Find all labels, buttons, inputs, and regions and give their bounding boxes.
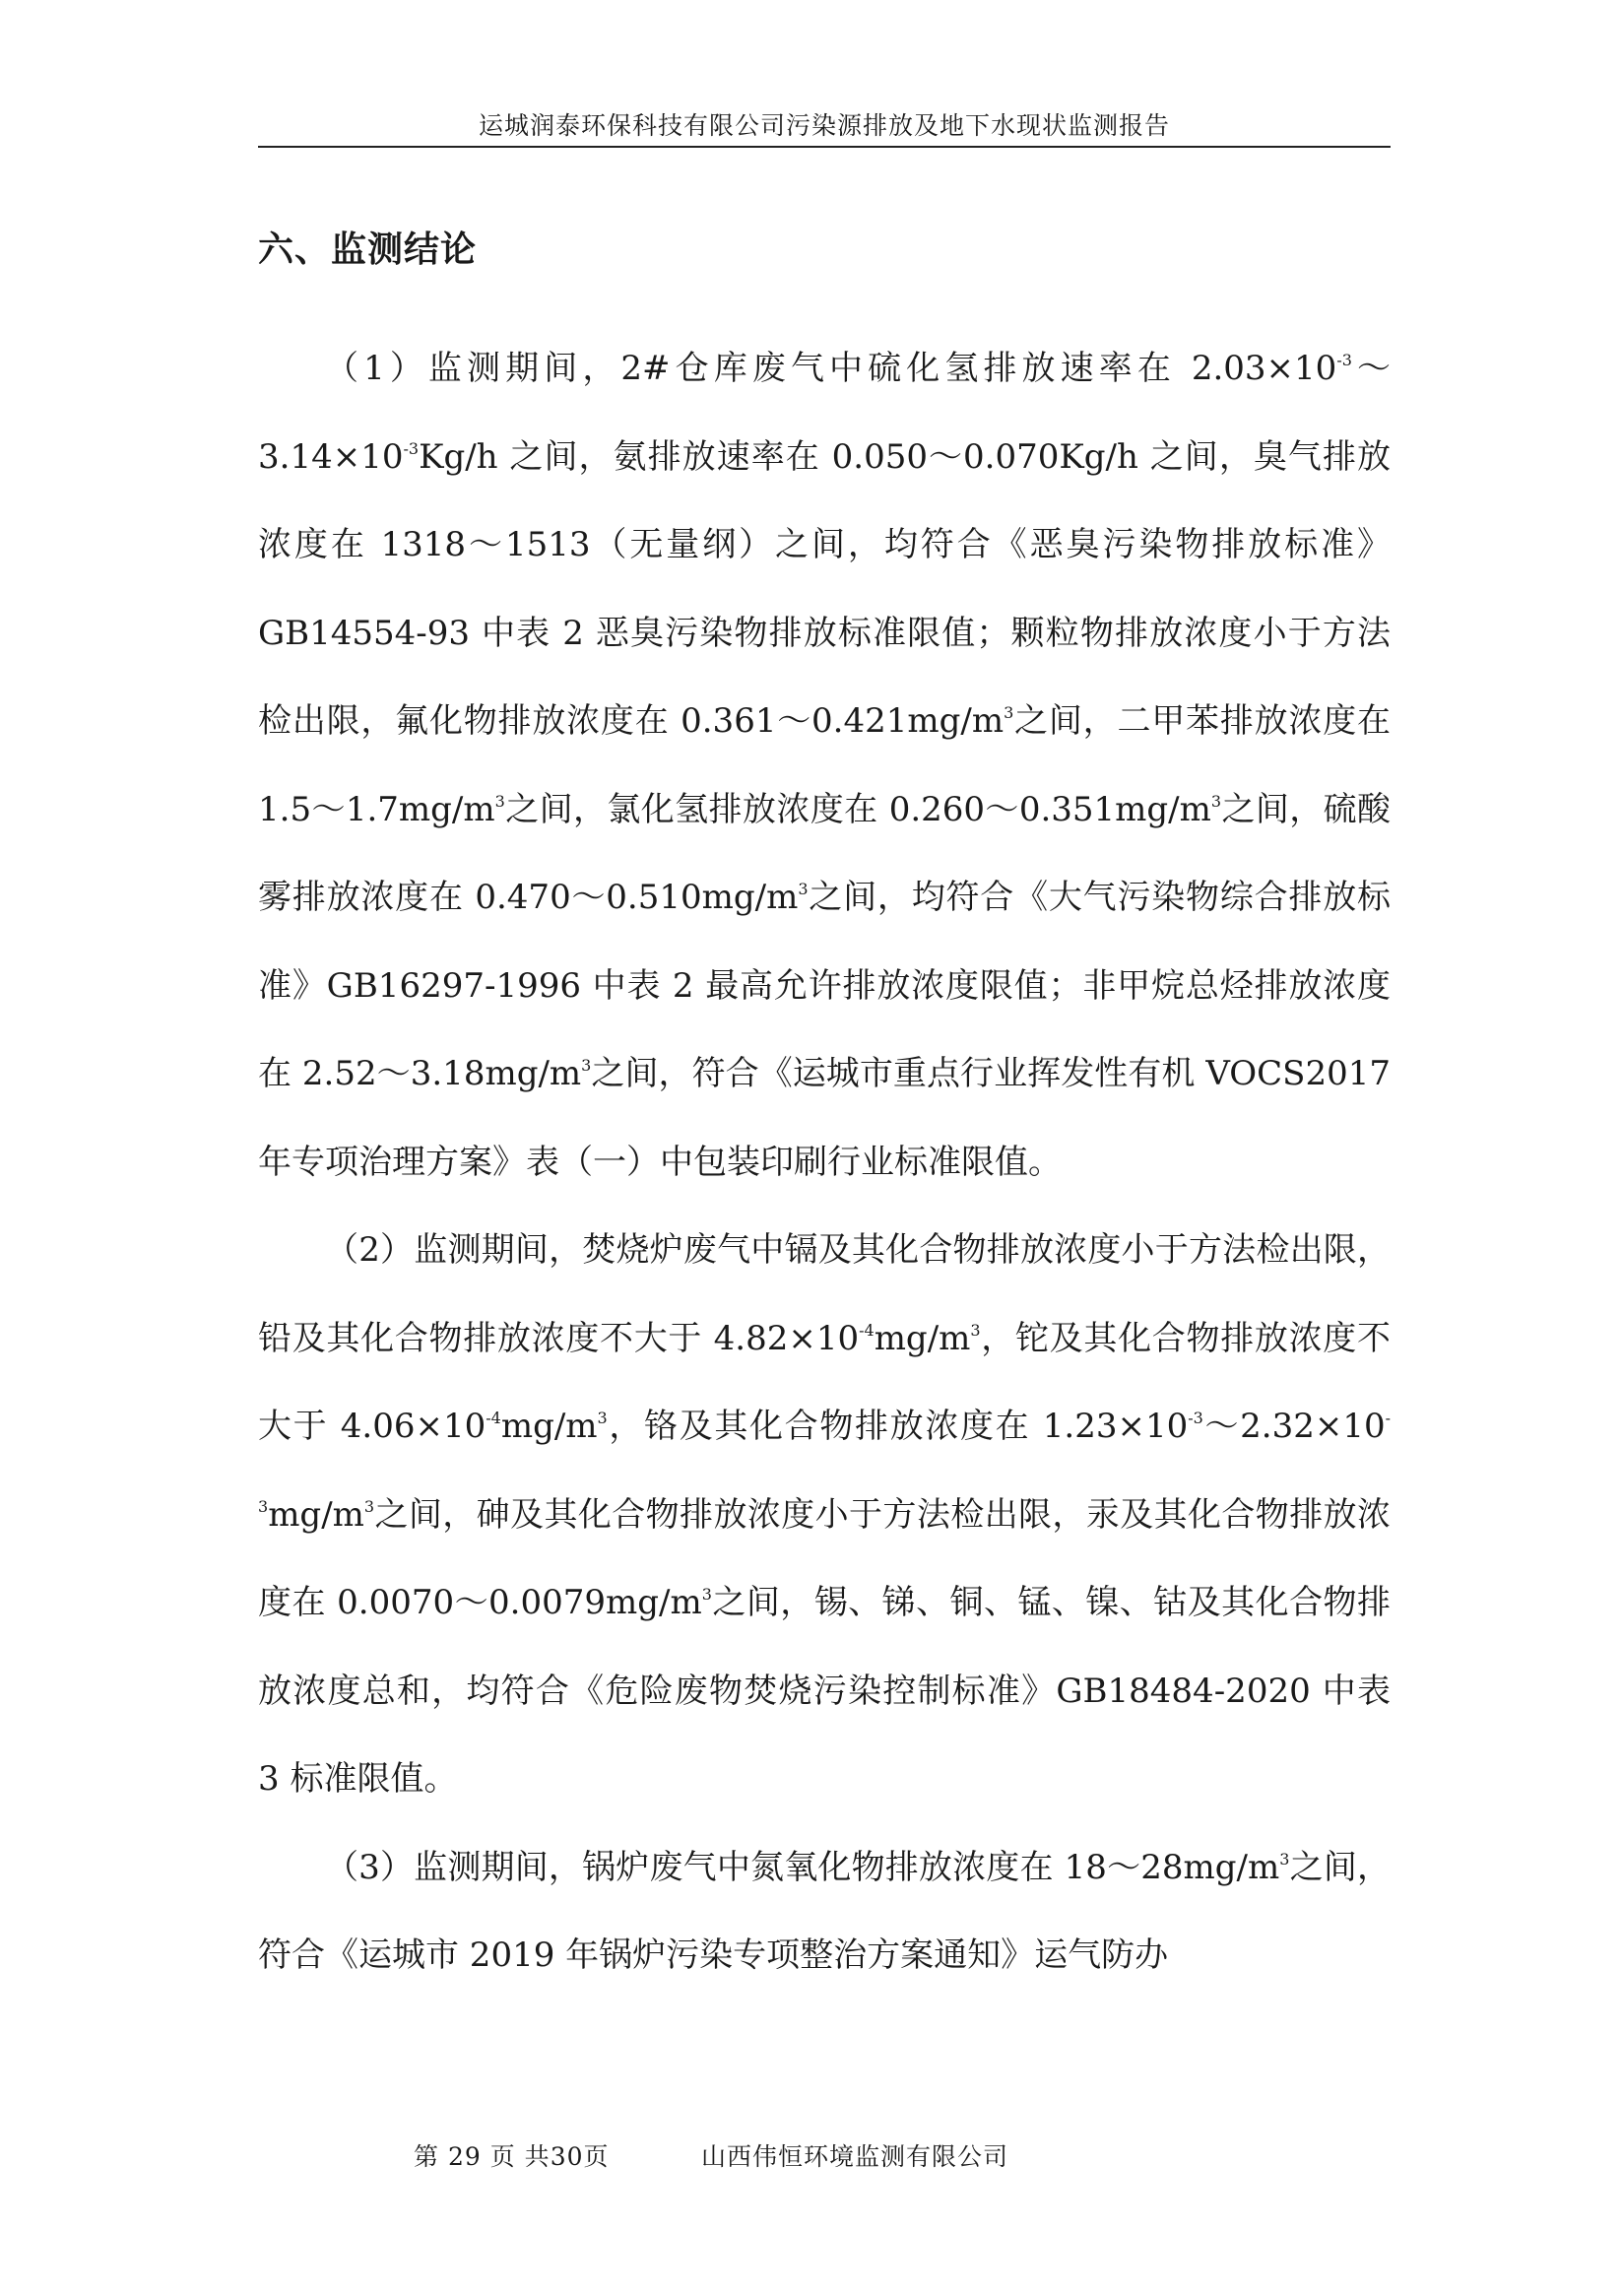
report-header-title: 运城润泰环保科技有限公司污染源排放及地下水现状监测报告	[478, 111, 1170, 140]
footer-company-name: 山西伟恒环境监测有限公司	[701, 2142, 1009, 2171]
conclusion-paragraph-1: （1）监测期间，2#仓库废气中硫化氢排放速率在 $2.03\times 10^{-3}\sim 3.14\times 10^{-3}Kg/h$ 之间，氨排放速率在 0.050～0.070Kg/h 之间，臭气排放浓度在 1318～1513（无量纲）之间，均符合《恶臭污染物排放标准》GB14554-93 中表 2 恶臭污染物排放标准限值；颗粒物排放浓度小于方法检出限，氟化物排放浓度在 $0.361\sim 0.421mg/m^3$之间，二甲苯排放浓度在 $1.5\sim 1.7mg/m^3$之间，氯化氢排放浓度在 $0.260\sim 0.351mg/m^3$之间，硫酸雾排放浓度在 $0.470\sim 0.510mg/m^3$之间，均符合《大气污染物综合排放标准》GB16297-1996 中表 2 最高允许排放浓度限值；非甲烷总烃排放浓度在 $2.52\sim 3.18mg/m^3$之间，符合《运城市重点行业挥发性有机 VOCS2017 年专项治理方案》表（一）中包装印刷行业标准限值。	[258, 349, 1392, 1182]
header-divider	[258, 146, 1391, 148]
conclusion-paragraph-2: （2）监测期间，焚烧炉废气中镉及其化合物排放浓度小于方法检出限，铅及其化合物排放浓度不大于 $4.82\times 10^{-4}mg/m^3$，铊及其化合物排放浓度不大于 $4.06\times 10^{-4}mg/m^3$，铬及其化合物排放浓度在 $1.23\times 10^{-3}\sim 2.32\times 10^{-3}mg/m^3$之间，砷及其化合物排放浓度小于方法检出限，汞及其化合物排放浓度在 $0.0070\sim 0.0079mg/m^3$之间，锡、锑、铜、锰、镍、钴及其化合物排放浓度总和，均符合《危险废物焚烧污染控制标准》GB18484-2020 中表 3 标准限值。	[258, 1230, 1392, 1799]
conclusion-paragraph-3: （3）监测期间，锅炉废气中氮氧化物排放浓度在 $18\sim 28mg/m^3$之间，符合《运城市 2019 年锅炉污染专项整治方案通知》运气防办	[258, 1847, 1392, 1975]
report-body	[258, 325, 1391, 2001]
page-number: 第 29 页 共30页	[414, 2142, 610, 2171]
section-title: 六、监测结论	[258, 229, 478, 270]
